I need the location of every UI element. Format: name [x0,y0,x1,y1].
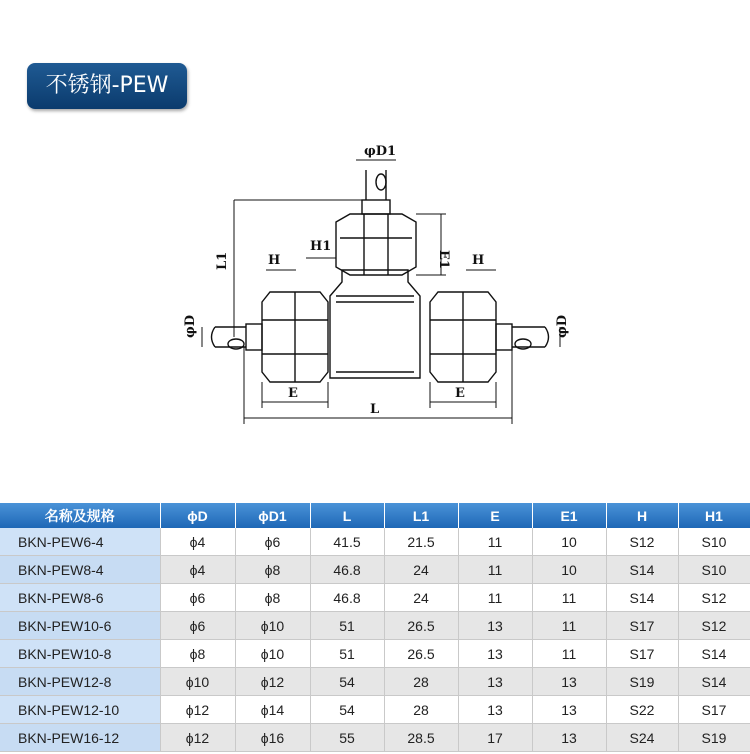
header-e: E [458,503,532,528]
cell-l1: 24 [384,584,458,612]
cell-e: 17 [458,724,532,752]
tee-fitting-drawing [0,130,750,430]
cell-e1: 11 [532,584,606,612]
cell-l: 55 [310,724,384,752]
cell-d1: ϕ8 [235,584,310,612]
header-name: 名称及规格 [0,503,160,528]
table-row [0,528,750,556]
cell-l1: 21.5 [384,528,458,556]
cell-h1: S10 [678,556,750,584]
table-row [0,612,750,640]
cell-l1: 26.5 [384,640,458,668]
cell-e: 11 [458,556,532,584]
cell-l: 46.8 [310,584,384,612]
header-l: L [310,503,384,528]
cell-h1: S14 [678,640,750,668]
cell-d1: ϕ12 [235,668,310,696]
spec-table [0,503,750,752]
cell-e: 11 [458,528,532,556]
table-row [0,724,750,752]
label-l1: L1 [215,251,230,270]
label-l: L [370,402,380,417]
table-row [0,696,750,724]
cell-d1: ϕ14 [235,696,310,724]
cell-e: 13 [458,612,532,640]
cell-h: S22 [606,696,678,724]
label-d-right: φD [555,314,570,338]
cell-l: 41.5 [310,528,384,556]
label-e-right: E [455,386,465,401]
cell-h1: S12 [678,612,750,640]
header-d1: ϕD1 [235,503,310,528]
cell-h: S14 [606,556,678,584]
cell-d1: ϕ8 [235,556,310,584]
cell-l: 46.8 [310,556,384,584]
label-e-left: E [288,386,298,401]
cell-model: BKN-PEW8-4 [0,556,160,584]
cell-e: 13 [458,640,532,668]
cell-l: 54 [310,696,384,724]
cell-h1: S17 [678,696,750,724]
cell-model: BKN-PEW12-10 [0,696,160,724]
cell-d: ϕ8 [160,640,235,668]
cell-h: S24 [606,724,678,752]
cell-l1: 26.5 [384,612,458,640]
header-d: ϕD [160,503,235,528]
cell-h1: S14 [678,668,750,696]
cell-e1: 11 [532,640,606,668]
cell-model: BKN-PEW8-6 [0,584,160,612]
cell-d1: ϕ10 [235,640,310,668]
cell-e1: 13 [532,668,606,696]
table-row [0,584,750,612]
cell-model: BKN-PEW10-6 [0,612,160,640]
cell-e1: 13 [532,724,606,752]
cell-l: 51 [310,640,384,668]
cell-model: BKN-PEW16-12 [0,724,160,752]
cell-d1: ϕ16 [235,724,310,752]
label-d1: φD1 [364,144,397,159]
cell-h1: S12 [678,584,750,612]
table-row [0,556,750,584]
table-row [0,640,750,668]
cell-h1: S19 [678,724,750,752]
cell-e1: 13 [532,696,606,724]
cell-d: ϕ12 [160,724,235,752]
header-e1: E1 [532,503,606,528]
label-d-left: φD [183,314,198,338]
tee-body [330,270,420,378]
cell-e1: 10 [532,556,606,584]
cell-e: 13 [458,668,532,696]
cell-h: S14 [606,584,678,612]
cell-e1: 11 [532,612,606,640]
cell-h1: S10 [678,528,750,556]
header-h1: H1 [678,503,750,528]
label-h-right: H [472,253,485,268]
cell-h: S12 [606,528,678,556]
cell-d: ϕ6 [160,612,235,640]
cell-d: ϕ4 [160,556,235,584]
cell-model: BKN-PEW10-8 [0,640,160,668]
label-e1: E1 [436,250,451,269]
cell-l: 51 [310,612,384,640]
cell-d1: ϕ10 [235,612,310,640]
cell-h: S17 [606,640,678,668]
cell-e: 13 [458,696,532,724]
cell-model: BKN-PEW12-8 [0,668,160,696]
table-row [0,668,750,696]
label-h-left: H [268,253,281,268]
label-h1: H1 [310,239,332,254]
table-header-row [0,503,750,528]
header-h: H [606,503,678,528]
cell-h: S17 [606,612,678,640]
top-nut [336,214,416,275]
cell-d1: ϕ6 [235,528,310,556]
cell-d: ϕ12 [160,696,235,724]
cell-l1: 28 [384,668,458,696]
cell-d: ϕ6 [160,584,235,612]
cell-l: 54 [310,668,384,696]
cell-e1: 10 [532,528,606,556]
cell-e: 11 [458,584,532,612]
top-ferrule [362,200,390,214]
product-title-badge: 不锈钢-PEW [27,63,187,109]
cell-h: S19 [606,668,678,696]
cell-l1: 28 [384,696,458,724]
cell-d: ϕ4 [160,528,235,556]
cell-l1: 28.5 [384,724,458,752]
cell-model: BKN-PEW6-4 [0,528,160,556]
cell-d: ϕ10 [160,668,235,696]
cell-l1: 24 [384,556,458,584]
header-l1: L1 [384,503,458,528]
